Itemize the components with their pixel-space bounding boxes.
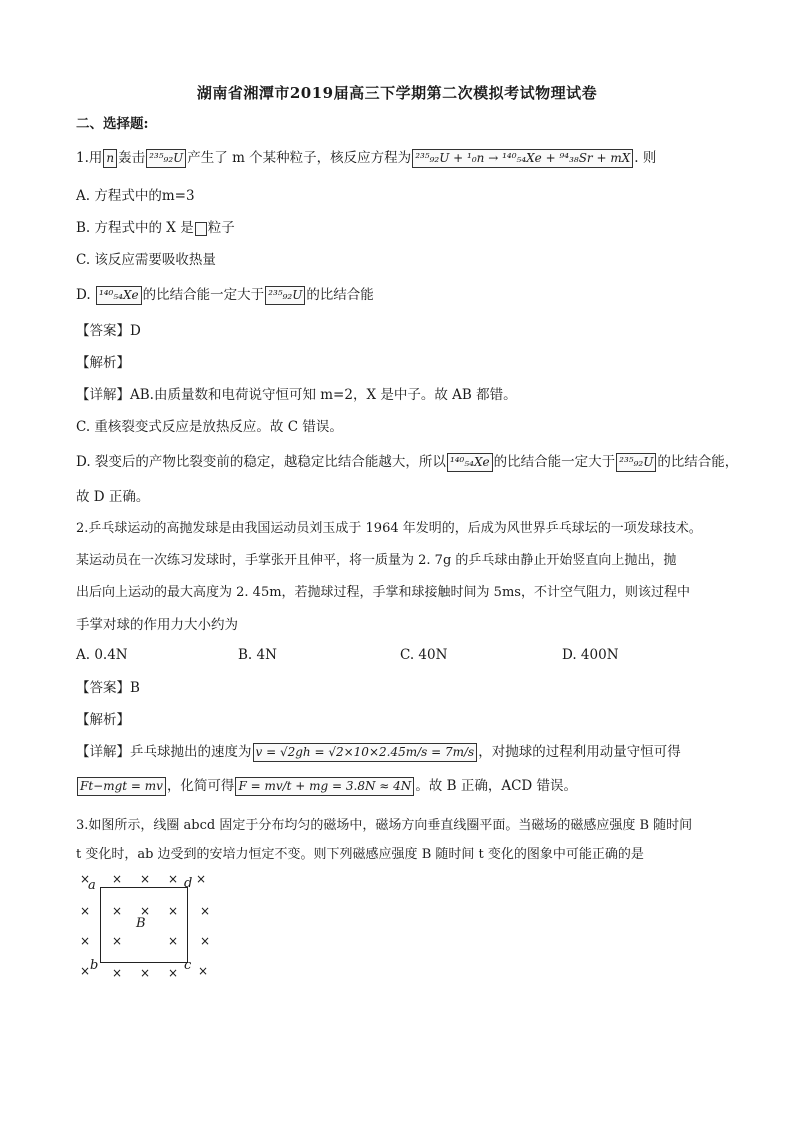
q1-analysis: 【解析】 (76, 355, 130, 371)
label-field-b: B (136, 916, 146, 931)
label-c: c (184, 958, 192, 973)
formula-momentum: Ft−mgt = mv (77, 777, 166, 796)
q1-stem (76, 148, 656, 168)
field-cross: × (80, 904, 91, 918)
q2-detail-text: ，对抛球的过程利用动量守恒可得 (478, 744, 681, 760)
q2-stem: 手掌对球的作用力大小约为 (76, 617, 238, 633)
field-cross: × (168, 904, 179, 918)
field-cross: × (112, 934, 123, 948)
formula-xenon: ¹⁴⁰₅₄Xe (96, 286, 142, 305)
field-cross: × (200, 934, 211, 948)
field-cross: × (198, 964, 209, 978)
field-cross: × (168, 934, 179, 948)
q1-detail: 故 D 正确。 (76, 489, 150, 505)
coil-figure (80, 870, 210, 980)
q2-option-c: C. 40N (400, 647, 448, 663)
q1-detail-text: 的比结合能一定大于 (493, 454, 616, 470)
field-cross: × (112, 904, 123, 918)
q1-detail-text: D. 裂变后的产物比裂变前的稳定，越稳定比结合能越大，所以 (76, 454, 446, 470)
field-cross: × (168, 966, 179, 980)
page-title: 湖南省湘潭市2019届高三下学期第二次模拟考试物理试卷 (196, 84, 598, 102)
q1-stem-text: 轰击 (118, 150, 146, 166)
q1-option-d-text: D. (76, 287, 95, 303)
q3-stem: 3.如图所示，线圈 abcd 固定于分布均匀的磁场中，磁场方向垂直线圈平面。当磁场的磁感应强度 B 随时间 (76, 818, 693, 833)
q1-option-d (76, 285, 374, 305)
label-d: d (184, 876, 193, 891)
formula-reaction: ²³⁵₉₂U + ¹₀n → ¹⁴⁰₅₄Xe + ⁹⁴₃₈Sr + mX (412, 149, 633, 168)
q2-option-b: B. 4N (238, 647, 277, 663)
q2-detail (76, 742, 681, 762)
q2-detail-text: ，化简可得 (166, 778, 235, 794)
q1-detail-text: 的比结合能， (657, 454, 739, 470)
field-cross: × (196, 872, 207, 886)
q2-detail-text: 。故 B 正确，ACD 错误。 (415, 778, 578, 794)
formula-uranium: ²³⁵₉₂U (616, 453, 656, 472)
q1-option-b-text: B. 方程式中的 X 是 (76, 220, 194, 236)
q3-stem: t 变化时，ab 边受到的安培力恒定不变。则下列磁感应强度 B 随时间 t 变化的图象中可能正确的是 (76, 847, 644, 862)
field-cross: × (140, 904, 151, 918)
q2-option-a: A. 0.4N (76, 647, 128, 663)
q2-stem: 出后向上运动的最大高度为 2. 45m，若抛球过程，手掌和球接触时间为 5ms，不计空气阻力，则该过程中 (76, 585, 690, 600)
field-cross: × (80, 964, 91, 978)
formula-neutron: n (103, 149, 117, 168)
q2-stem: 某运动员在一次练习发球时，手掌张开且伸平，将一质量为 2. 7g 的乒乓球由静止开始竖直向上抛出，抛 (76, 553, 677, 568)
formula-uranium: ²³⁵₉₂U (146, 149, 186, 168)
q1-stem-text: 1.用 (76, 150, 103, 166)
field-cross: × (112, 872, 123, 886)
q2-answer: 【答案】B (76, 680, 140, 696)
q2-analysis: 【解析】 (76, 712, 130, 728)
q1-stem-text: 产生了 m 个某种粒子，核反应方程为 (187, 150, 412, 166)
q1-answer: 【答案】D (76, 323, 141, 339)
field-cross: × (200, 904, 211, 918)
formula-force: F = mv/t + mg = 3.8N ≈ 4N (235, 777, 414, 796)
q2-stem: 2.乒乓球运动的高抛发球是由我国运动员刘玉成于 1964 年发明的，后成为风世界乒乓球坛的一项发球技术。 (76, 521, 702, 536)
field-cross: × (140, 966, 151, 980)
q2-detail (76, 776, 577, 796)
formula-alpha (195, 222, 207, 236)
q1-detail (76, 452, 738, 472)
field-cross: × (168, 872, 179, 886)
formula-velocity: v = √2gh = √2×10×2.45m/s = 7m/s (253, 743, 478, 762)
q1-option-b-text: 粒子 (207, 220, 235, 236)
q1-option-a: A. 方程式中的m=3 (76, 188, 195, 204)
q1-option-c: C. 该反应需要吸收热量 (76, 252, 216, 268)
q1-stem-text: . 则 (634, 150, 657, 166)
formula-xenon: ¹⁴⁰₅₄Xe (447, 453, 493, 472)
q1-detail: C. 重核裂变式反应是放热反应。故 C 错误。 (76, 419, 343, 435)
field-cross: × (80, 934, 91, 948)
q2-option-d: D. 400N (562, 647, 619, 663)
label-b: b (90, 958, 99, 973)
field-cross: × (140, 872, 151, 886)
label-a: a (88, 878, 96, 893)
field-cross: × (80, 872, 91, 886)
section-heading: 二、选择题: (76, 116, 149, 132)
q1-option-d-text: 的比结合能 (306, 287, 374, 303)
field-cross: × (112, 966, 123, 980)
q1-option-b (76, 218, 235, 238)
q2-detail-text: 【详解】乒乓球抛出的速度为 (76, 744, 252, 760)
formula-uranium: ²³⁵₉₂U (265, 286, 305, 305)
q1-option-d-text: 的比结合能一定大于 (142, 287, 265, 303)
q1-detail: 【详解】AB.由质量数和电荷说守恒可知 m=2，X 是中子。故 AB 都错。 (76, 387, 517, 403)
